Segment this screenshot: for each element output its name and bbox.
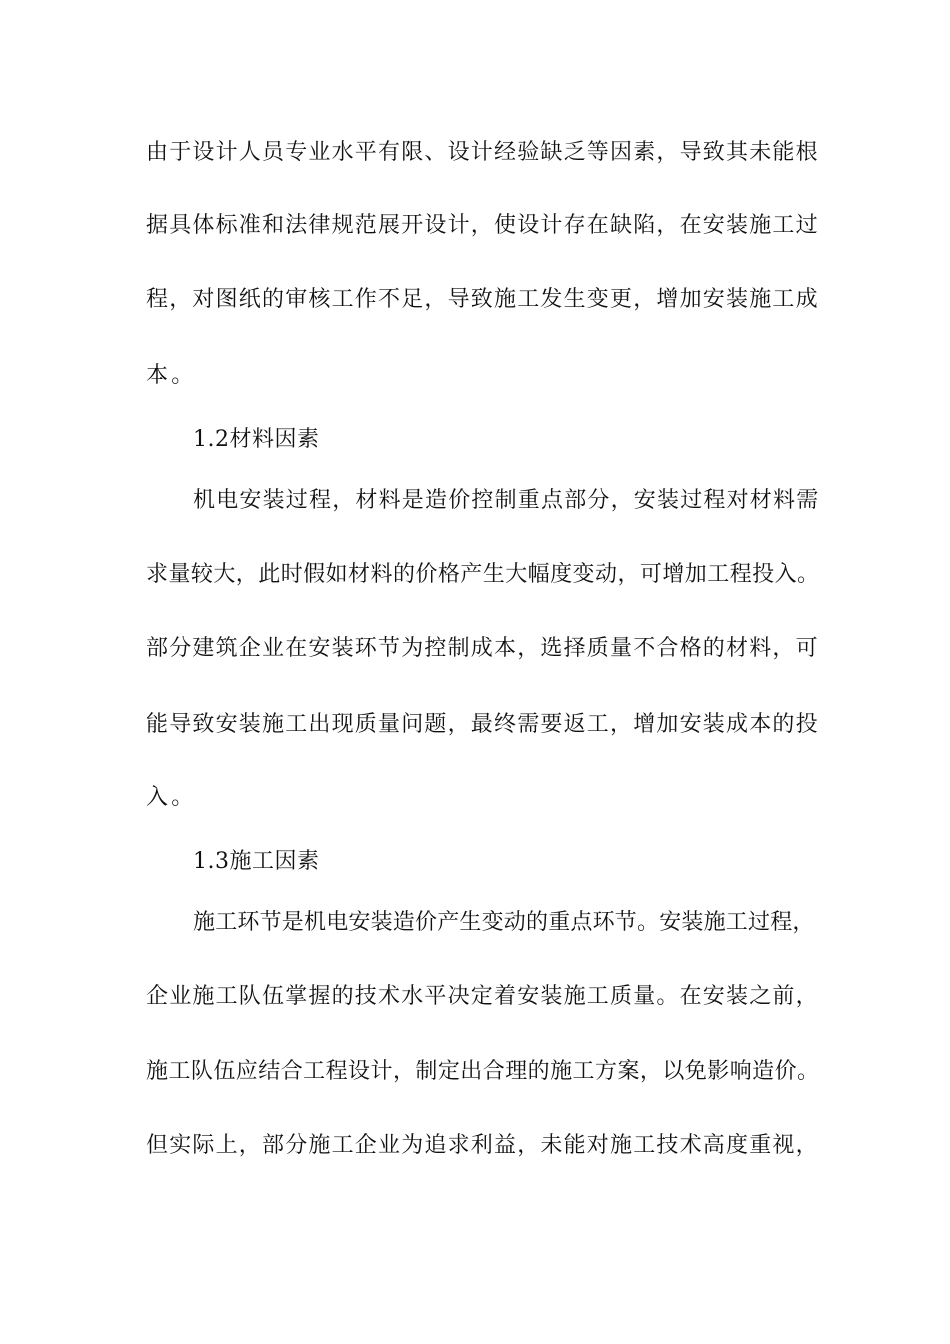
paragraph-2-line-1: 机电安装过程，材料是造价控制重点部分，安装过程对材料需 — [193, 488, 820, 513]
paragraph-2-line-3: 部分建筑企业在安装环节为控制成本，选择质量不合格的材料，可 — [146, 636, 819, 661]
paragraph-1-line-2: 据具体标准和法律规范展开设计，使设计存在缺陷，在安装施工过 — [146, 213, 819, 238]
paragraph-3-line-2: 企业施工队伍掌握的技术水平决定着安装施工质量。在安装之前， — [146, 984, 819, 1009]
paragraph-3-line-4: 但实际上，部分施工企业为追求利益，未能对施工技术高度重视， — [146, 1133, 819, 1158]
section-heading-1-3: 1.3施工因素 — [193, 849, 320, 874]
paragraph-1-line-4: 本。 — [146, 363, 197, 388]
paragraph-1-line-3: 程，对图纸的审核工作不足，导致施工发生变更，增加安装施工成 — [146, 287, 819, 312]
paragraph-2-line-4: 能导致安装施工出现质量问题，最终需要返工，增加安装成本的投 — [146, 712, 819, 737]
paragraph-1-line-1: 由于设计人员专业水平有限、设计经验缺乏等因素，导致其未能根 — [146, 140, 819, 165]
paragraph-2-line-5: 入。 — [146, 785, 197, 810]
paragraph-3-line-3: 施工队伍应结合工程设计，制定出合理的施工方案，以免影响造价。 — [146, 1059, 820, 1084]
paragraph-3-line-1: 施工环节是机电安装造价产生变动的重点环节。安装施工过程， — [193, 910, 815, 935]
paragraph-2-line-2: 求量较大，此时假如材料的价格产生大幅度变动，可增加工程投入。 — [146, 562, 820, 587]
section-heading-1-2: 1.2材料因素 — [193, 427, 320, 452]
